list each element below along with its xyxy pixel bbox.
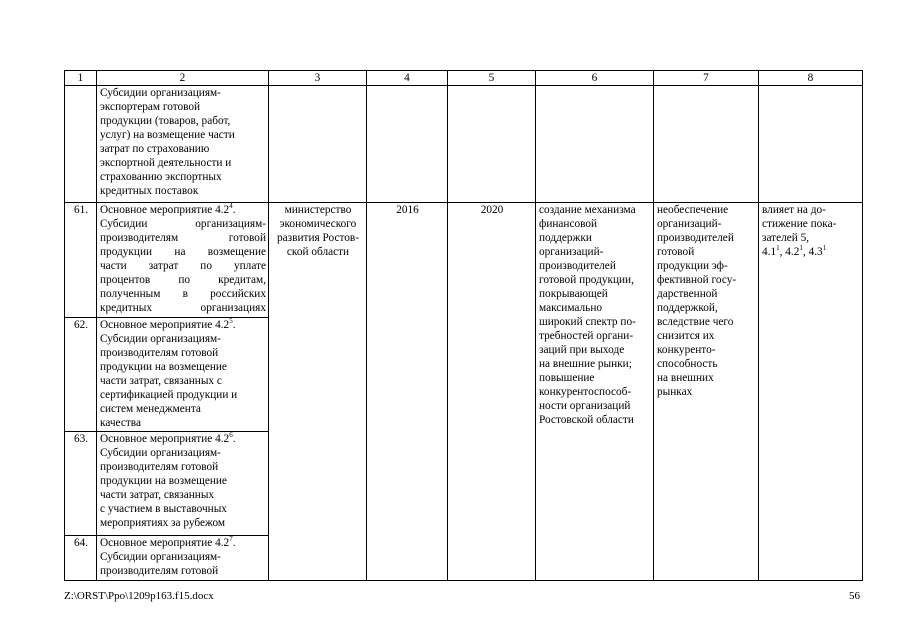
- consequence-line: рынках: [657, 386, 693, 398]
- start-year-cell: [367, 86, 448, 203]
- description-line: с участием в выставочных: [100, 503, 227, 515]
- activity-description-cell: [97, 86, 269, 203]
- column-header: 7: [654, 71, 759, 86]
- result-cell: [536, 203, 654, 581]
- executor-line: ской области: [286, 246, 350, 258]
- description-line: части затрат по уплате: [100, 260, 266, 272]
- description-line: мероприятиях за рубежом: [100, 517, 226, 529]
- activity-description-cell: [97, 203, 269, 318]
- row-number: 64.: [65, 536, 97, 581]
- description-line: продукции на возмещение: [100, 361, 227, 373]
- file-path: Z:\ORST\Ppo\1209p163.f15.docx: [64, 590, 214, 602]
- executor-line: министерство: [284, 204, 352, 216]
- activities-table: [64, 70, 863, 581]
- result-line: поддержки: [539, 232, 592, 244]
- consequence-line: вследствие чего: [657, 316, 734, 328]
- activity-title: Основное мероприятие $4.2^7$.: [100, 535, 236, 549]
- row-number: 62.: [65, 318, 97, 432]
- activity-title: Основное мероприятие $4.2^5$.: [100, 317, 236, 331]
- result-line: конкурентоспособ-: [539, 386, 632, 398]
- indicator-cell: [759, 86, 863, 203]
- description-line: продукции на возмещение: [100, 246, 266, 258]
- indicator-line: зателей 5,: [762, 232, 810, 244]
- description-line: Субсидии организациям-: [100, 333, 221, 345]
- consequence-line: производителей: [657, 232, 734, 244]
- end-year-cell: 2020: [448, 203, 536, 581]
- consequence-line: готовой: [657, 246, 695, 258]
- executor-cell: [269, 203, 367, 581]
- indicator-refs: $4.1^1$, $4.2^1$, $4.3^1$: [762, 244, 827, 258]
- start-year-cell: 2016: [367, 203, 448, 581]
- activity-title: Основное мероприятие $4.2^4$.: [100, 202, 236, 216]
- row-number-cell: [65, 86, 97, 203]
- end-year-cell: [448, 86, 536, 203]
- indicator-line: влияет на до-: [762, 204, 826, 216]
- consequence-line: необеспечение: [657, 204, 729, 216]
- column-header: 1: [65, 71, 97, 86]
- executor-line: экономического: [279, 218, 357, 230]
- column-number-row: [65, 71, 863, 86]
- description-line: систем менеджмента: [100, 403, 201, 415]
- description-line: Субсидии организациям-: [100, 551, 221, 563]
- consequence-cell: [654, 86, 759, 203]
- activity-description-cell: [97, 318, 269, 432]
- column-header: 2: [97, 71, 269, 86]
- consequence-line: поддержкой,: [657, 302, 718, 314]
- description-line: производителям готовой: [100, 232, 266, 244]
- column-header: 4: [367, 71, 448, 86]
- consequence-line: снизится их: [657, 330, 715, 342]
- description-line: кредитных организациях: [100, 302, 266, 314]
- consequence-line: фективной госу-: [657, 274, 737, 286]
- result-line: организаций-: [539, 246, 604, 258]
- description-line: процентов по кредитам,: [100, 274, 266, 286]
- table-row: [65, 203, 863, 318]
- column-header: 6: [536, 71, 654, 86]
- result-line: финансовой: [539, 218, 598, 230]
- description-line: Субсидии организациям-: [100, 87, 221, 99]
- description-line: качества: [100, 417, 142, 429]
- column-header: 5: [448, 71, 536, 86]
- result-line: готовой продукции,: [539, 274, 634, 286]
- description-line: полученным в российских: [100, 288, 266, 300]
- activity-description-cell: [97, 432, 269, 536]
- description-line: экспортерам готовой: [100, 101, 201, 113]
- description-line: производителям готовой: [100, 565, 219, 577]
- description-line: производителям готовой: [100, 347, 219, 359]
- column-header: 3: [269, 71, 367, 86]
- consequence-line: продукции эф-: [657, 260, 728, 272]
- result-line: на внешние рынки;: [539, 358, 632, 370]
- consequence-line: на внешних: [657, 372, 714, 384]
- result-line: покрывающей: [539, 288, 608, 300]
- description-line: продукции (товаров, работ,: [100, 115, 231, 127]
- description-line: производителям готовой: [100, 461, 219, 473]
- indicator-cell: [759, 203, 863, 581]
- result-line: производителей: [539, 260, 616, 272]
- column-header: 8: [759, 71, 863, 86]
- executor-line: развития Ростов-: [277, 232, 359, 244]
- result-line: создание механизма: [539, 204, 636, 216]
- activity-title: Основное мероприятие $4.2^6$.: [100, 431, 236, 445]
- description-line: части затрат, связанных: [100, 489, 215, 501]
- result-cell: [536, 86, 654, 203]
- consequence-line: способность: [657, 358, 718, 370]
- result-line: широкий спектр по-: [539, 316, 636, 328]
- table-row-continued: [65, 86, 863, 203]
- page-number: 56: [849, 590, 860, 602]
- indicator-line: стижение пока-: [762, 218, 837, 230]
- result-line: повышение: [539, 372, 595, 384]
- description-line: продукции на возмещение: [100, 475, 227, 487]
- description-line: услуг) на возмещение части: [100, 129, 235, 141]
- consequence-line: конкуренто-: [657, 344, 716, 356]
- description-line: экспортной деятельности и: [100, 157, 232, 169]
- executor-cell: [269, 86, 367, 203]
- result-line: требностей органи-: [539, 330, 634, 342]
- result-line: заций при выходе: [539, 344, 625, 356]
- description-line: Субсидии организациям-: [100, 447, 221, 459]
- activity-description-cell: [97, 536, 269, 581]
- description-line: кредитных поставок: [100, 185, 199, 197]
- consequence-line: дарственной: [657, 288, 718, 300]
- result-line: ности организаций: [539, 400, 631, 412]
- description-line: части затрат, связанных с: [100, 375, 222, 387]
- description-line: страхованию экспортных: [100, 171, 222, 183]
- result-line: Ростовской области: [539, 414, 634, 426]
- row-number: 61.: [65, 203, 97, 318]
- description-line: затрат по страхованию: [100, 143, 210, 155]
- description-line: сертификацией продукции и: [100, 389, 238, 401]
- description-line: Субсидии организациям-: [100, 218, 266, 230]
- result-line: максимально: [539, 302, 603, 314]
- consequence-cell: [654, 203, 759, 581]
- row-number: 63.: [65, 432, 97, 536]
- consequence-line: организаций-: [657, 218, 722, 230]
